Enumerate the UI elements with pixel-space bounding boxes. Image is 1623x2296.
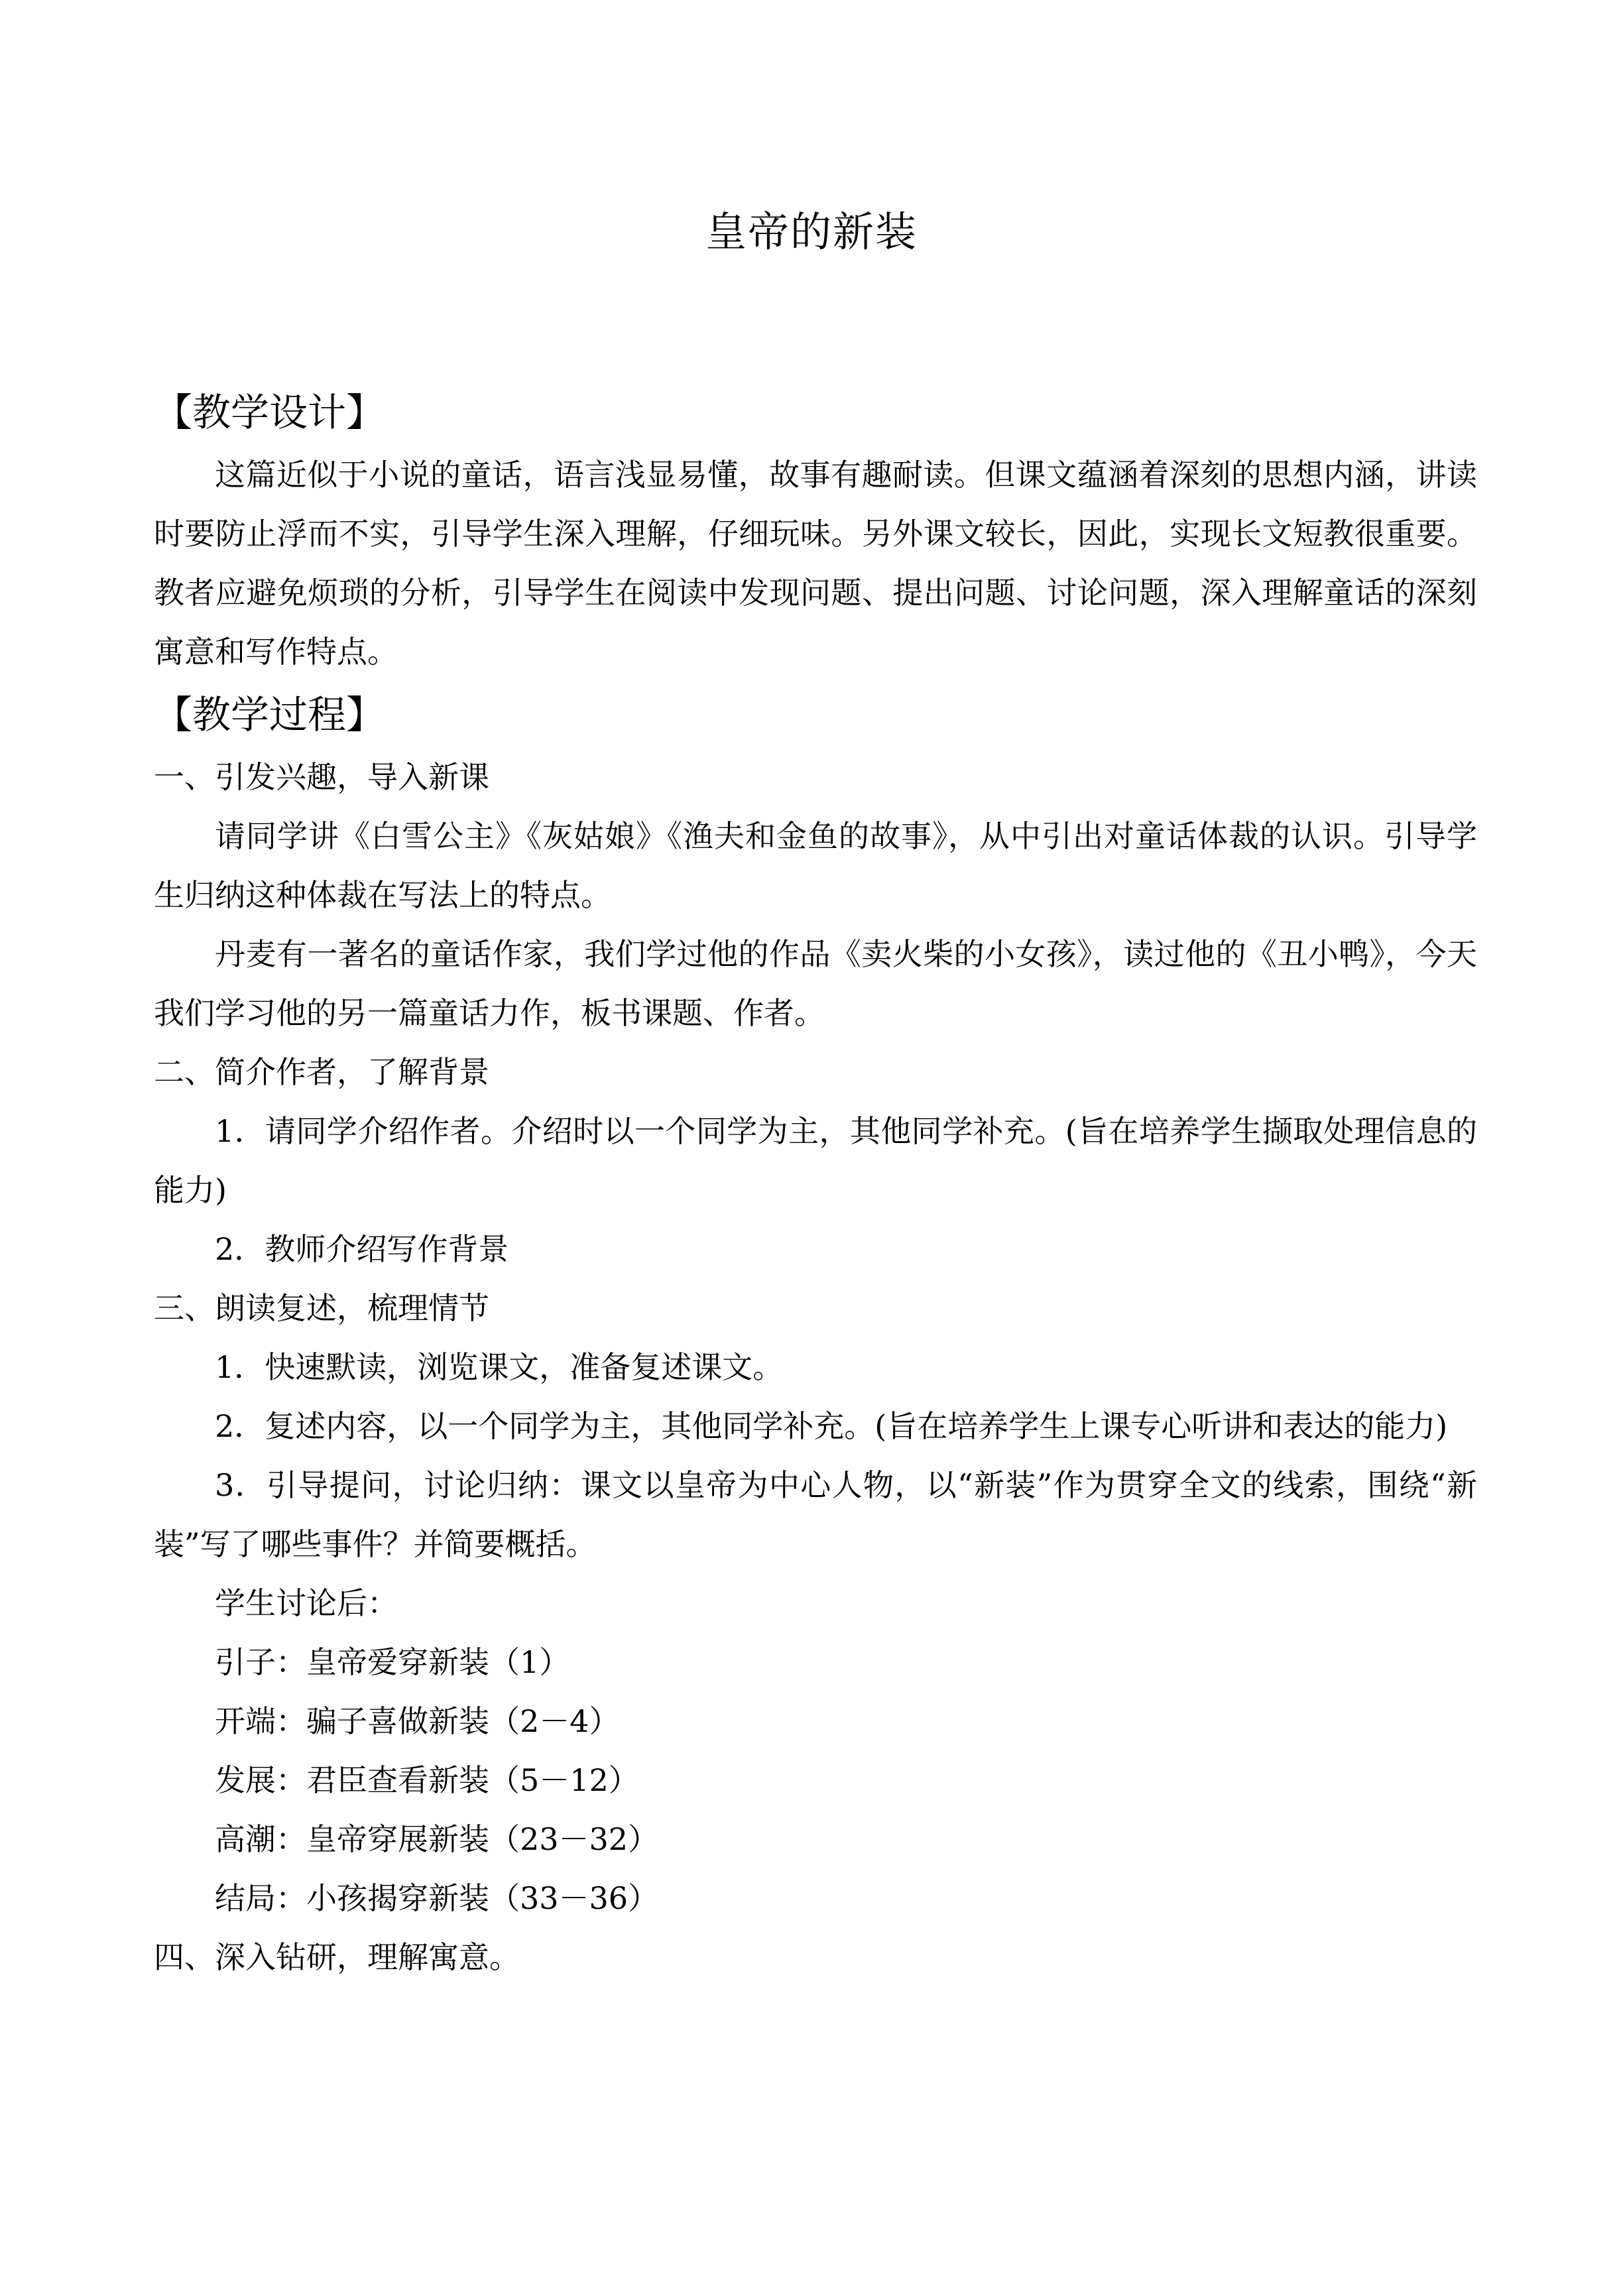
discussion-intro: 学生讨论后： [215, 1585, 398, 1621]
part2-heading: 二、简介作者，了解背景 [154, 1054, 489, 1090]
part1-paragraph-1: 请同学讲《白雪公主》《灰姑娘》《渔夫和金鱼的故事》，从中引出对童话体裁的认识。引导学生归纳这种体裁在写法上的特点。 [154, 818, 1477, 913]
plot-item: 引子：皇帝爱穿新装（1） [215, 1644, 570, 1680]
plot-item: 开端：骗子喜做新装（2－4） [215, 1703, 620, 1739]
part3-heading: 三、朗读复述，梳理情节 [154, 1290, 489, 1326]
plot-item: 结局：小孩揭穿新装（33－36） [215, 1880, 659, 1916]
part3-item-3: 3．引导提问，讨论归纳：课文以皇帝为中心人物，以“新装”作为贯穿全文的线索，围绕“新装”写了哪些事件？并简要概括。 [154, 1467, 1477, 1562]
process-heading: 【教学过程】 [154, 692, 385, 737]
document-title: 皇帝的新装 [705, 208, 918, 256]
part2-item-1: 1．请同学介绍作者。介绍时以一个同学为主，其他同学补充。(旨在培养学生撷取处理信息的能力) [154, 1113, 1477, 1208]
part1-heading: 一、引发兴趣，导入新课 [154, 759, 489, 795]
design-heading: 【教学设计】 [154, 390, 385, 435]
part2-item-2: 2．教师介绍写作背景 [215, 1231, 509, 1267]
plot-item: 发展：君臣查看新装（5－12） [215, 1762, 639, 1798]
part3-item-1: 1．快速默读，浏览课文，准备复述课文。 [215, 1349, 784, 1385]
part3-item-2: 2．复述内容，以一个同学为主，其他同学补充。(旨在培养学生上课专心听讲和表达的能力) [215, 1408, 1448, 1444]
plot-item: 高潮：皇帝穿展新装（23－32） [215, 1821, 659, 1857]
part1-paragraph-2: 丹麦有一著名的童话作家，我们学过他的作品《卖火柴的小女孩》，读过他的《丑小鸭》，今天我们学习他的另一篇童话力作，板书课题、作者。 [154, 936, 1477, 1031]
design-paragraph: 这篇近似于小说的童话，语言浅显易懂，故事有趣耐读。但课文蕴涵着深刻的思想内涵，讲读时要防止浮而不实，引导学生深入理解，仔细玩味。另外课文较长，因此，实现长文短教很重要。教者应避免烦琐的分析，引导学生在阅读中发现问题、提出问题、讨论问题，深入理解童话的深刻寓意和写作特点。 [154, 457, 1477, 670]
document-body [154, 379, 1477, 1987]
part4-heading: 四、深入钻研，理解寓意。 [154, 1939, 520, 1975]
